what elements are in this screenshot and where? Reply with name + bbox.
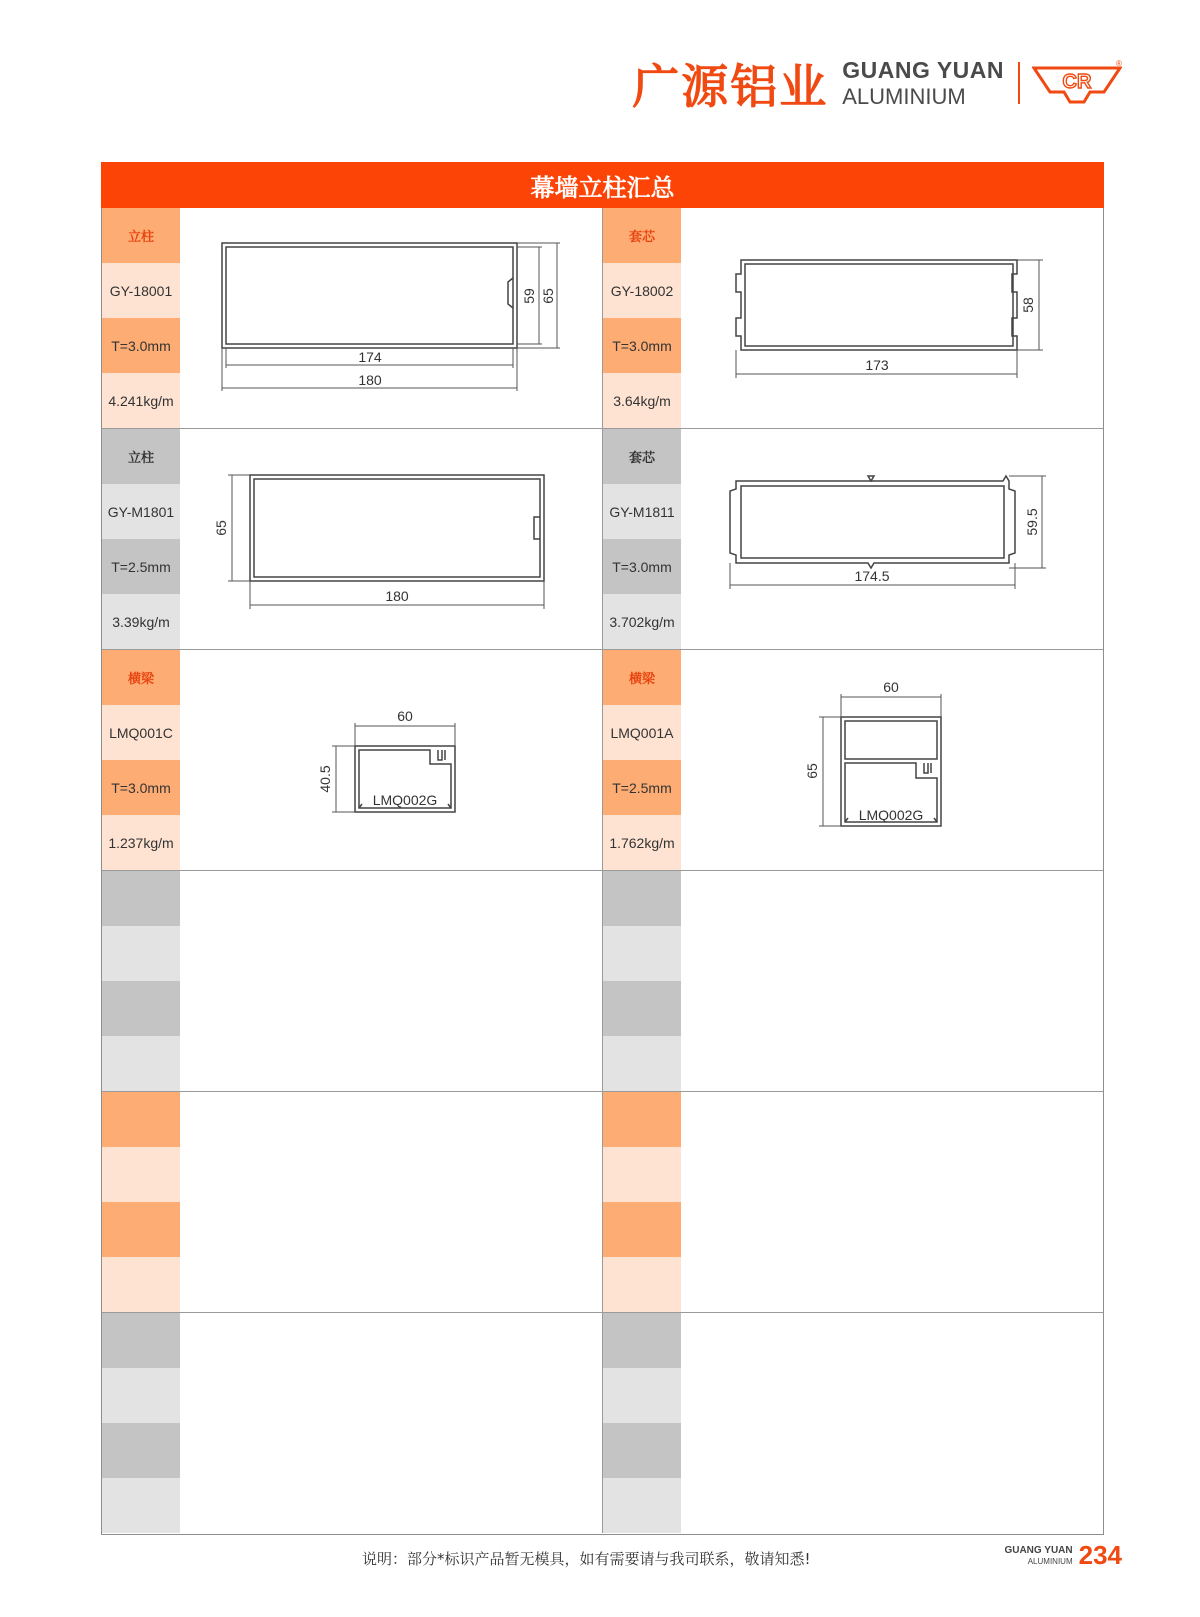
empty-spec — [102, 1423, 180, 1478]
spec-column — [102, 1092, 180, 1312]
profile-thickness: T=2.5mm — [603, 760, 681, 815]
registered-mark: ® — [1116, 59, 1122, 68]
profile-weight: 4.241kg/m — [102, 373, 180, 428]
empty-spec — [102, 1478, 180, 1533]
profile-weight: 1.762kg/m — [603, 815, 681, 870]
profile-drawing — [180, 208, 603, 428]
empty-spec — [603, 1368, 681, 1423]
drawing-inner-label: LMQ002G — [372, 792, 438, 808]
spec-column — [603, 208, 681, 428]
profile-thickness: T=3.0mm — [102, 760, 180, 815]
profile-weight: 3.702kg/m — [603, 594, 681, 649]
dimension-label: 173 — [865, 357, 889, 373]
spec-column — [102, 871, 180, 1091]
dimension-label: 65 — [213, 520, 229, 536]
brand-name-cn: 广源铝业 — [632, 59, 829, 115]
profile-drawing — [681, 650, 1104, 870]
dimension-label: 60 — [397, 708, 413, 724]
page-title: 幕墙立柱汇总 — [101, 162, 1104, 208]
profile-drawing — [681, 429, 1104, 649]
dimension-label: 65 — [804, 763, 820, 779]
empty-spec — [603, 1423, 681, 1478]
profile-cell-gy-18002 — [603, 208, 1104, 428]
empty-cell — [603, 871, 1104, 1091]
dimension-label: 58 — [1020, 297, 1036, 313]
spec-column — [102, 650, 180, 870]
profile-type: 横梁 — [102, 650, 180, 705]
empty-spec — [603, 1092, 681, 1147]
empty-spec — [102, 1313, 180, 1368]
profile-cell-lmq001a — [603, 650, 1104, 870]
spec-column — [102, 1313, 180, 1533]
spec-column — [603, 429, 681, 649]
empty-cell — [102, 871, 603, 1091]
profile-thickness: T=3.0mm — [603, 318, 681, 373]
empty-spec — [102, 871, 180, 926]
table-row — [102, 1092, 1103, 1313]
spec-column — [102, 208, 180, 428]
spec-column — [603, 1092, 681, 1312]
empty-spec — [603, 871, 681, 926]
footer-brand-line2: ALUMINIUM — [1027, 1556, 1073, 1566]
profile-drawing — [681, 208, 1104, 428]
profile-type: 套芯 — [603, 429, 681, 484]
empty-cell — [603, 1092, 1104, 1312]
profile-cell-gy-18001 — [102, 208, 603, 428]
dimension-label: 40.5 — [317, 765, 333, 793]
profile-type: 横梁 — [603, 650, 681, 705]
profile-cell-gy-m1811 — [603, 429, 1104, 649]
profile-table — [101, 208, 1104, 1535]
empty-cell — [603, 1313, 1104, 1533]
table-row — [102, 650, 1103, 871]
profile-model: GY-M1811 — [603, 484, 681, 539]
profile-cell-gy-m1801 — [102, 429, 603, 649]
empty-spec — [102, 1092, 180, 1147]
footer-brand — [1004, 1540, 1122, 1571]
empty-cell — [102, 1092, 603, 1312]
spec-column — [603, 650, 681, 870]
empty-spec — [603, 981, 681, 1036]
empty-spec — [102, 981, 180, 1036]
spec-column — [603, 1313, 681, 1533]
profile-weight: 3.39kg/m — [102, 594, 180, 649]
profile-weight: 3.64kg/m — [603, 373, 681, 428]
profile-weight: 1.237kg/m — [102, 815, 180, 870]
profile-cell-lmq001c — [102, 650, 603, 870]
empty-cell — [102, 1313, 603, 1533]
profile-model: LMQ001C — [102, 705, 180, 760]
footer-note: 说明：部分*标识产品暂无模具，如有需要请与我司联系，敬请知悉! — [362, 1550, 811, 1568]
dimension-label: 59 — [521, 288, 537, 304]
table-row — [102, 1313, 1103, 1534]
empty-spec — [603, 1036, 681, 1091]
table-row — [102, 208, 1103, 429]
profile-model: LMQ001A — [603, 705, 681, 760]
brand-name-en-line2: ALUMINIUM — [842, 83, 966, 109]
drawing-inner-label: LMQ002G — [858, 807, 924, 823]
empty-spec — [603, 1147, 681, 1202]
empty-spec — [102, 1257, 180, 1312]
dimension-label: 180 — [385, 588, 409, 604]
profile-drawing — [180, 650, 603, 870]
empty-spec — [102, 1036, 180, 1091]
spec-column — [603, 871, 681, 1091]
empty-spec — [603, 1202, 681, 1257]
brand-divider — [1018, 62, 1020, 104]
brand-header — [632, 48, 1122, 118]
footer-brand-text — [1004, 1546, 1072, 1566]
empty-spec — [603, 1478, 681, 1533]
profile-type: 套芯 — [603, 208, 681, 263]
profile-thickness: T=3.0mm — [102, 318, 180, 373]
spec-column — [102, 429, 180, 649]
empty-spec — [603, 1313, 681, 1368]
dimension-label: 174 — [358, 349, 382, 365]
table-row — [102, 871, 1103, 1092]
profile-type: 立柱 — [102, 429, 180, 484]
empty-spec — [102, 1368, 180, 1423]
dimension-label: 174.5 — [854, 568, 890, 584]
dimension-label: 65 — [540, 288, 556, 304]
profile-type: 立柱 — [102, 208, 180, 263]
footer-brand-line1: GUANG YUAN — [1004, 1544, 1073, 1556]
profile-drawing — [180, 429, 603, 649]
dimension-label: 59.5 — [1024, 508, 1040, 536]
profile-thickness: T=3.0mm — [603, 539, 681, 594]
brand-name-en-line1: GUANG YUAN — [842, 56, 1004, 83]
profile-model: GY-18002 — [603, 263, 681, 318]
empty-spec — [603, 1257, 681, 1312]
empty-spec — [102, 1202, 180, 1257]
profile-model: GY-M1801 — [102, 484, 180, 539]
profile-thickness: T=2.5mm — [102, 539, 180, 594]
brand-name-en — [842, 56, 1004, 109]
profile-model: GY-18001 — [102, 263, 180, 318]
brand-logo-text: CR — [1062, 71, 1092, 93]
dimension-label: 180 — [358, 372, 382, 388]
brand-logo-icon — [1032, 58, 1122, 108]
empty-spec — [102, 926, 180, 981]
empty-spec — [603, 926, 681, 981]
page-number: 234 — [1078, 1540, 1122, 1570]
dimension-label: 60 — [883, 679, 899, 695]
table-row — [102, 429, 1103, 650]
empty-spec — [102, 1147, 180, 1202]
